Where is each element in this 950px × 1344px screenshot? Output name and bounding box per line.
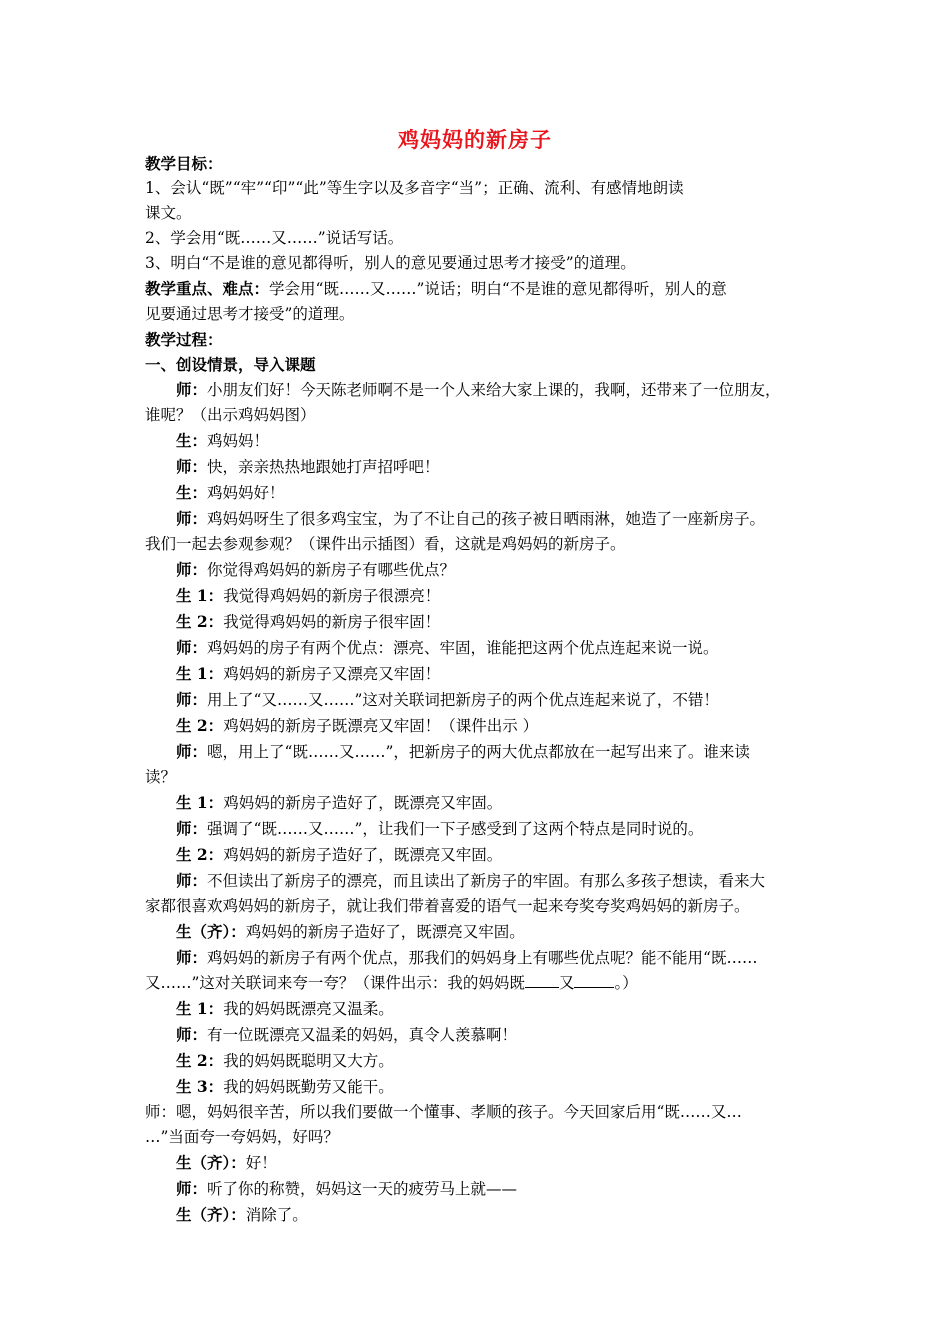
dialogue-line — [145, 609, 810, 635]
speech-text: 我的妈妈既漂亮又温柔。 — [223, 1000, 394, 1018]
speaker-label: 师： — [176, 1025, 208, 1044]
speech-text: 有一位既漂亮又温柔的妈妈，真令人羡慕啊！ — [207, 1026, 518, 1044]
speech-text: 鸡妈妈的房子有两个优点：漂亮、牢固，谁能把这两个优点连起来说一说。 — [207, 639, 719, 657]
speaker-label: 师： — [176, 871, 208, 890]
speech-text: 。） — [614, 974, 638, 992]
speech-text: 你觉得鸡妈妈的新房子有哪些优点？ — [207, 561, 456, 579]
speech-text: 又……”这对关联词来夸一夸？（课件出示：我的妈妈既 — [145, 974, 525, 992]
speech-text: 好！ — [245, 1154, 277, 1172]
speech-text: 嗯，用上了“既……又……”，把新房子的两大优点都放在一起写出来了。谁来读 — [207, 743, 750, 761]
dialogue-line — [145, 557, 810, 583]
speech-text: 师：嗯，妈妈很辛苦，所以我们要做一个懂事、孝顺的孩子。今天回家后用“既……又… — [145, 1103, 742, 1121]
speech-text: 快，亲亲热热地跟她打声招呼吧！ — [207, 458, 440, 476]
dialogue-line — [145, 454, 810, 480]
speech-text: 鸡妈妈的新房子又漂亮又牢固！ — [223, 665, 441, 683]
fill-in-blank — [525, 973, 559, 988]
dialogue-line — [145, 790, 810, 816]
speech-text: 我觉得鸡妈妈的新房子很牢固！ — [223, 613, 441, 631]
objective-line: 3、明白“不是谁的意见都得听，别人的意见要通过思考才接受”的道理。 — [145, 254, 636, 272]
speaker-label: 生（齐）： — [176, 1153, 246, 1172]
objective-line: 课文。 — [145, 204, 192, 222]
speaker-label: 师： — [176, 819, 208, 838]
speech-text: 用上了“又……又……”这对关联词把新房子的两个优点连起来说了，不错！ — [207, 691, 719, 709]
speaker-label: 师： — [176, 948, 208, 967]
speech-text: 鸡妈妈的新房子既漂亮又牢固！（课件出示 ） — [223, 717, 539, 735]
dialogue-line — [145, 1202, 810, 1228]
speaker-label: 师： — [176, 457, 208, 476]
objective-line: 2、学会用“既……又……”说话写话。 — [145, 229, 404, 247]
speaker-label: 师： — [176, 560, 208, 579]
objectives-heading: 教学目标： — [145, 154, 223, 173]
dialogue-line — [145, 713, 810, 739]
dialogue-line — [145, 1074, 810, 1100]
speech-text: 家都很喜欢鸡妈妈的新房子，就让我们带着喜爱的语气一起来夸奖夸奖鸡妈妈的新房子。 — [145, 897, 750, 915]
dialogue-line — [145, 1048, 810, 1074]
dialogue-line — [145, 816, 810, 842]
document-title: 鸡妈妈的新房子 — [398, 127, 552, 152]
focus-text: 学会用“既……又……”说话；明白“不是谁的意见都得听，别人的意 — [269, 280, 727, 298]
speaker-label: 生： — [176, 431, 208, 450]
dialogue-line — [145, 480, 810, 506]
speaker-label: 师： — [176, 742, 208, 761]
speaker-label: 生 1： — [176, 793, 224, 812]
dialogue-line — [145, 996, 810, 1022]
dialogue-line — [145, 1022, 810, 1048]
speaker-label: 生 2： — [176, 845, 224, 864]
speaker-label: 生（齐）： — [176, 1205, 246, 1224]
speaker-label: 师： — [176, 1179, 208, 1198]
dialogue-line — [145, 687, 810, 713]
speech-text: 又 — [558, 974, 575, 992]
speech-text: 强调了“既……又……”，让我们一下子感受到了这两个特点是同时说的。 — [207, 820, 704, 838]
dialogue-continuation — [145, 765, 810, 790]
speech-text: 我们一起去参观参观？（课件出示插图）看，这就是鸡妈妈的新房子。 — [145, 535, 626, 553]
dialogue-line — [145, 945, 810, 971]
speaker-label: 生（齐）： — [176, 922, 246, 941]
speech-text: 鸡妈妈的新房子有两个优点，那我们的妈妈身上有哪些优点呢？能不能用“既…… — [207, 949, 758, 967]
focus-paragraph — [145, 276, 810, 302]
dialogue-continuation — [145, 1100, 810, 1125]
speaker-label: 生 2： — [176, 1051, 224, 1070]
speech-text: 我觉得鸡妈妈的新房子很漂亮！ — [223, 587, 441, 605]
dialogue-line — [145, 919, 810, 945]
speaker-label: 师： — [176, 638, 208, 657]
dialogue-continuation — [145, 1125, 810, 1150]
speaker-label: 师： — [176, 509, 208, 528]
dialogue-line — [145, 583, 810, 609]
dialogue-line — [145, 635, 810, 661]
speech-text: 鸡妈妈的新房子造好了，既漂亮又牢固。 — [223, 794, 503, 812]
fill-in-blank — [574, 973, 614, 988]
speech-text: 读？ — [145, 768, 177, 786]
speaker-label: 生 1： — [176, 586, 224, 605]
dialogue-line — [145, 1176, 810, 1202]
speaker-label: 生 1： — [176, 999, 224, 1018]
focus-continuation: 见要通过思考才接受”的道理。 — [145, 305, 355, 323]
process-heading: 教学过程： — [145, 330, 223, 349]
objective-line: 1、会认“既”“牢”“印”“此”等生字以及多音字“当”；正确、流利、有感情地朗读 — [145, 179, 684, 197]
speech-text: 我的妈妈既勤劳又能干。 — [223, 1078, 394, 1096]
speech-text: 鸡妈妈！ — [207, 432, 270, 450]
speech-text: 消除了。 — [245, 1206, 308, 1224]
speech-text: 鸡妈妈的新房子造好了，既漂亮又牢固。 — [223, 846, 503, 864]
speech-text: 小朋友们好！今天陈老师啊不是一个人来给大家上课的，我啊，还带来了一位朋友， — [207, 381, 781, 399]
speaker-label: 生 2： — [176, 612, 224, 631]
speaker-label: 生 2： — [176, 716, 224, 735]
speech-text: 我的妈妈既聪明又大方。 — [223, 1052, 394, 1070]
section-heading: 一、创设情景，导入课题 — [145, 355, 316, 374]
speech-text: 鸡妈妈好！ — [207, 484, 285, 502]
speaker-label: 师： — [176, 690, 208, 709]
dialogue-line — [145, 842, 810, 868]
dialogue-line — [145, 1150, 810, 1176]
speaker-label: 师： — [176, 380, 208, 399]
speech-text: …”当面夸一夸妈妈，好吗？ — [145, 1128, 339, 1146]
dialogue-continuation — [145, 971, 810, 996]
speech-text: 谁呢？（出示鸡妈妈图） — [145, 406, 316, 424]
dialogue-continuation — [145, 894, 810, 919]
speech-text: 鸡妈妈的新房子造好了，既漂亮又牢固。 — [245, 923, 525, 941]
dialogue-line — [145, 506, 810, 532]
dialogue-line — [145, 428, 810, 454]
dialogue-line — [145, 377, 810, 403]
speech-text: 鸡妈妈呀生了很多鸡宝宝，为了不让自己的孩子被日晒雨淋，她造了一座新房子。 — [207, 510, 766, 528]
focus-heading: 教学重点、难点： — [145, 279, 270, 298]
speech-text: 听了你的称赞，妈妈这一天的疲劳马上就—— — [207, 1180, 518, 1198]
dialogue-line — [145, 739, 810, 765]
dialogue-continuation — [145, 532, 810, 557]
speaker-label: 生 3： — [176, 1077, 224, 1096]
speech-text: 不但读出了新房子的漂亮，而且读出了新房子的牢固。有那么多孩子想读，看来大 — [207, 872, 766, 890]
dialogue-line — [145, 661, 810, 687]
dialogue-continuation — [145, 403, 810, 428]
document-body — [145, 151, 810, 1228]
speaker-label: 生 1： — [176, 664, 224, 683]
dialogue-list — [145, 377, 810, 1228]
speaker-label: 生： — [176, 483, 208, 502]
dialogue-line — [145, 868, 810, 894]
